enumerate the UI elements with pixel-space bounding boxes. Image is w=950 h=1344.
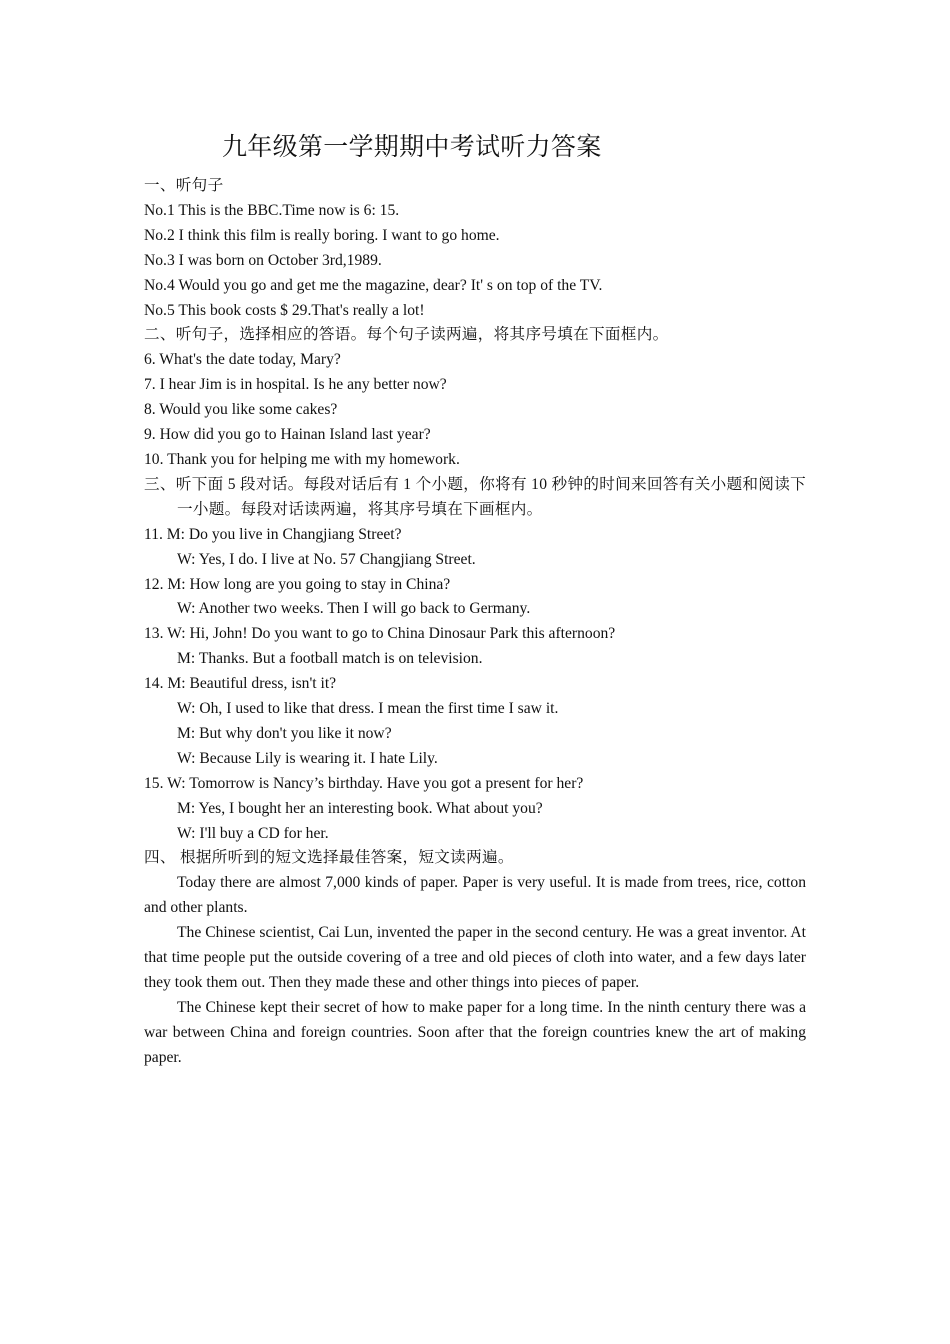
listening-sentence: No.4 Would you go and get me the magazine, dear? It' s on top of the TV. (144, 276, 603, 294)
dialogue-line: 15. W: Tomorrow is Nancy’s birthday. Have you got a present for her? (144, 774, 584, 792)
dialogue-line: W: Because Lily is wearing it. I hate Lily. (177, 749, 438, 767)
dialogue-line: 12. M: How long are you going to stay in China? (144, 575, 451, 593)
listening-sentence: No.3 I was born on October 3rd,1989. (144, 251, 382, 269)
question-sentence: 9. How did you go to Hainan Island last year? (144, 426, 431, 444)
listening-sentence: No.5 This book costs $ 29.That's really a lot! (144, 301, 425, 319)
dialogue-line: W: Another two weeks. Then I will go back to Germany. (177, 600, 531, 618)
dialogue-line: M: Thanks. But a football match is on television. (177, 650, 483, 668)
dialogue-line: 14. M: Beautiful dress, isn't it? (144, 675, 337, 693)
document-body (144, 174, 806, 1071)
question-sentence: 7. I hear Jim is in hospital. Is he any better now? (144, 376, 447, 394)
section-heading-3: 三、听下面 5 段对话。每段对话后有 1 个小题，你将有 10 秒钟的时间来回答有关小题和阅读下一小题。每段对话读两遍，将其序号填在下画框内。 (144, 475, 806, 518)
listening-sentence: No.2 I think this film is really boring. I want to go home. (144, 226, 500, 244)
question-sentence: 10. Thank you for helping me with my homework. (144, 450, 460, 468)
dialogue-line: 13. W: Hi, John! Do you want to go to China Dinosaur Park this afternoon? (144, 625, 616, 643)
section-heading-2: 二、听句子，选择相应的答语。每个句子读两遍，将其序号填在下面框内。 (144, 326, 669, 344)
dialogue-line: W: Oh, I used to like that dress. I mean the first time I saw it. (177, 700, 559, 718)
question-sentence: 8. Would you like some cakes? (144, 401, 338, 419)
dialogue-line: W: I'll buy a CD for her. (177, 824, 329, 842)
question-sentence: 6. What's the date today, Mary? (144, 351, 341, 369)
dialogue-line: M: Yes, I bought her an interesting book. What about you? (177, 799, 543, 817)
passage-paragraph: The Chinese scientist, Cai Lun, invented the paper in the second century. He was a great inventor. At that time people put the outside covering of a tree and old pieces of cloth into water, and a few days later they took them out. Then they made these and other things into pieces of paper. (144, 924, 806, 991)
passage-paragraph: The Chinese kept their secret of how to make paper for a long time. In the ninth century there was a war between China and foreign countries. Soon after that the foreign countries knew the art of making paper. (144, 998, 806, 1066)
section-heading-4: 四、 根据所听到的短文选择最佳答案，短文读两遍。 (144, 849, 514, 867)
page-title: 九年级第一学期期中考试听力答案 (222, 134, 602, 161)
section-heading-1: 一、听句子 (144, 177, 224, 194)
listening-sentence: No.1 This is the BBC.Time now is 6: 15. (144, 201, 400, 219)
dialogue-line: 11. M: Do you live in Changjiang Street? (144, 525, 402, 543)
dialogue-line: M: But why don't you like it now? (177, 724, 392, 742)
dialogue-line: W: Yes, I do. I live at No. 57 Changjiang Street. (177, 550, 476, 568)
passage-paragraph: Today there are almost 7,000 kinds of paper. Paper is very useful. It is made from trees, rice, cotton and other plants. (144, 874, 806, 917)
